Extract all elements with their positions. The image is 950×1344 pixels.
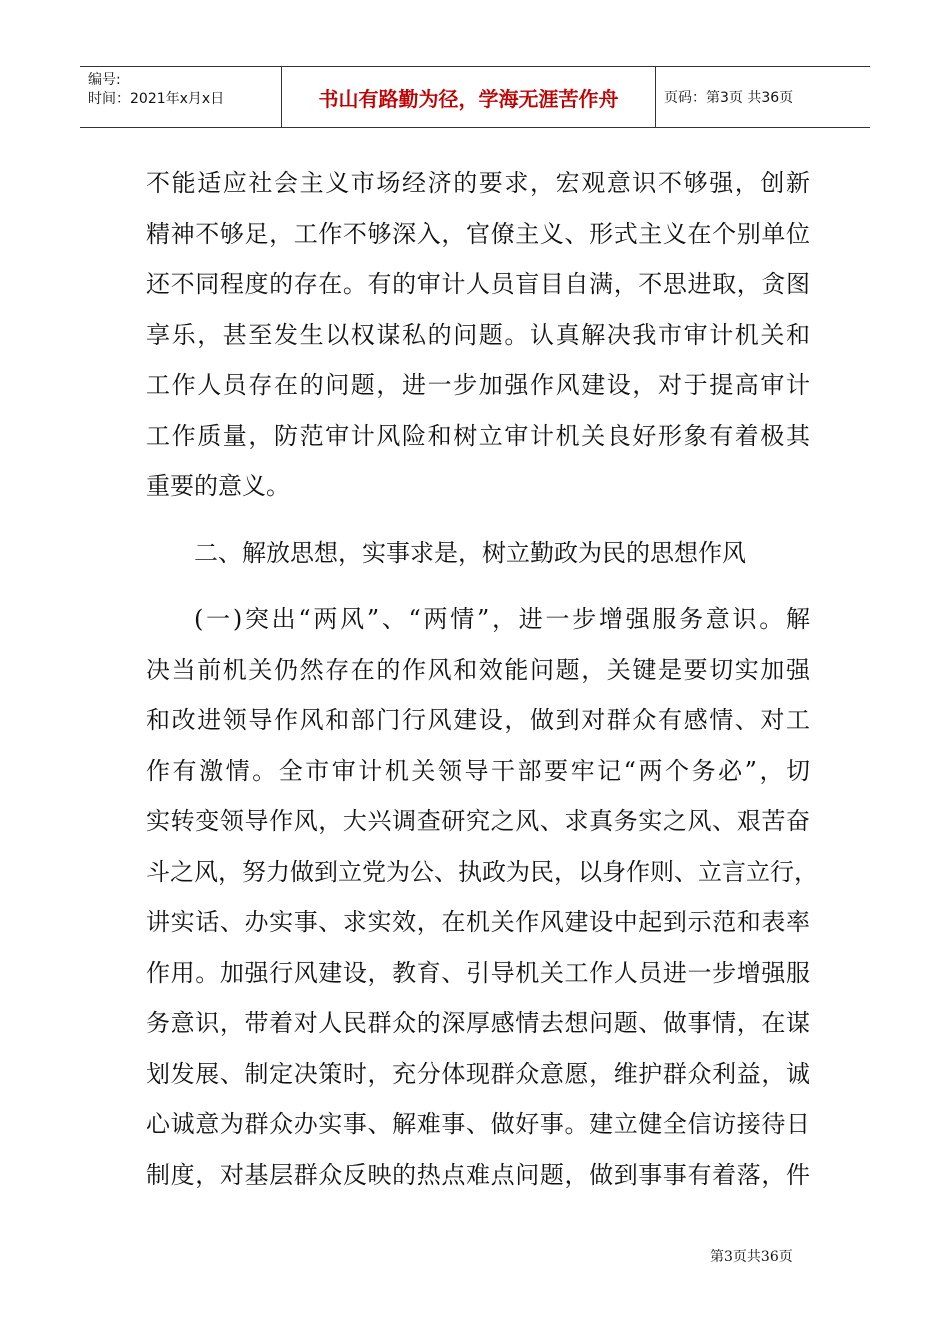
page-header xyxy=(80,66,870,128)
header-page-info: 页码：第3页 共36页 xyxy=(664,90,794,106)
text-line: 不能适应社会主义市场经济的要求，宏观意识不够强，创新 xyxy=(146,169,810,197)
text-line: 还不同程度的存在。有的审计人员盲目自满，不思进取，贪图 xyxy=(146,270,810,298)
paragraph-gap xyxy=(146,512,810,528)
text-line: 讲实话、办实事、求实效，在机关作风建设中起到示范和表率 xyxy=(146,908,810,936)
text-line: 心诚意为群众办实事、解难事、做好事。建立健全信访接待日 xyxy=(146,1110,810,1138)
text-line: 享乐，甚至发生以权谋私的问题。认真解决我市审计机关和 xyxy=(146,320,810,349)
page-footer: 第3页共36页 xyxy=(710,1249,793,1265)
text-line: 划发展、制定决策时，充分体现群众意愿，维护群众利益，诚 xyxy=(146,1059,810,1088)
doc-number-label: 编号: xyxy=(88,72,121,88)
text-line: 作有激情。全市审计机关领导干部要牢记“两个务必”，切 xyxy=(146,756,810,785)
header-meta xyxy=(80,67,282,127)
text-line: (一)突出“两风”、“两情”，进一步增强服务意识。解 xyxy=(194,605,810,633)
text-line: 精神不够足，工作不够深入，官僚主义、形式主义在个别单位 xyxy=(146,219,810,248)
text-line: 斗之风，努力做到立党为公、执政为民，以身作则、立言立行， xyxy=(146,857,818,886)
text-line: 作用。加强行风建设，教育、引导机关工作人员进一步增强服 xyxy=(146,958,810,987)
text-line: 决当前机关仍然存在的作风和效能问题，关键是要切实加强 xyxy=(146,655,810,684)
text-line: 制度，对基层群众反映的热点难点问题，做到事事有着落，件 xyxy=(146,1160,810,1189)
text-line: 务意识，带着对人民群众的深厚感情去想问题、做事情，在谋 xyxy=(146,1009,810,1037)
section-heading: 二、解放思想，实事求是，树立勤政为民的思想作风 xyxy=(194,538,746,567)
paragraph-gap xyxy=(146,578,810,594)
document-body xyxy=(146,158,818,1200)
text-line: 重要的意义。 xyxy=(146,472,290,500)
text-line: 和改进领导作风和部门行风建设，做到对群众有感情、对工 xyxy=(146,706,810,734)
doc-time-label: 时间：2021年x月x日 xyxy=(88,91,225,107)
text-line: 工作质量，防范审计风险和树立审计机关良好形象有着极其 xyxy=(146,421,810,450)
header-motto: 书山有路勤为径，学海无涯苦作舟 xyxy=(282,67,656,127)
text-line: 实转变领导作风，大兴调查研究之风、求真务实之风、艰苦奋 xyxy=(146,807,810,835)
text-line: 工作人员存在的问题，进一步加强作风建设，对于提高审计 xyxy=(146,371,810,399)
